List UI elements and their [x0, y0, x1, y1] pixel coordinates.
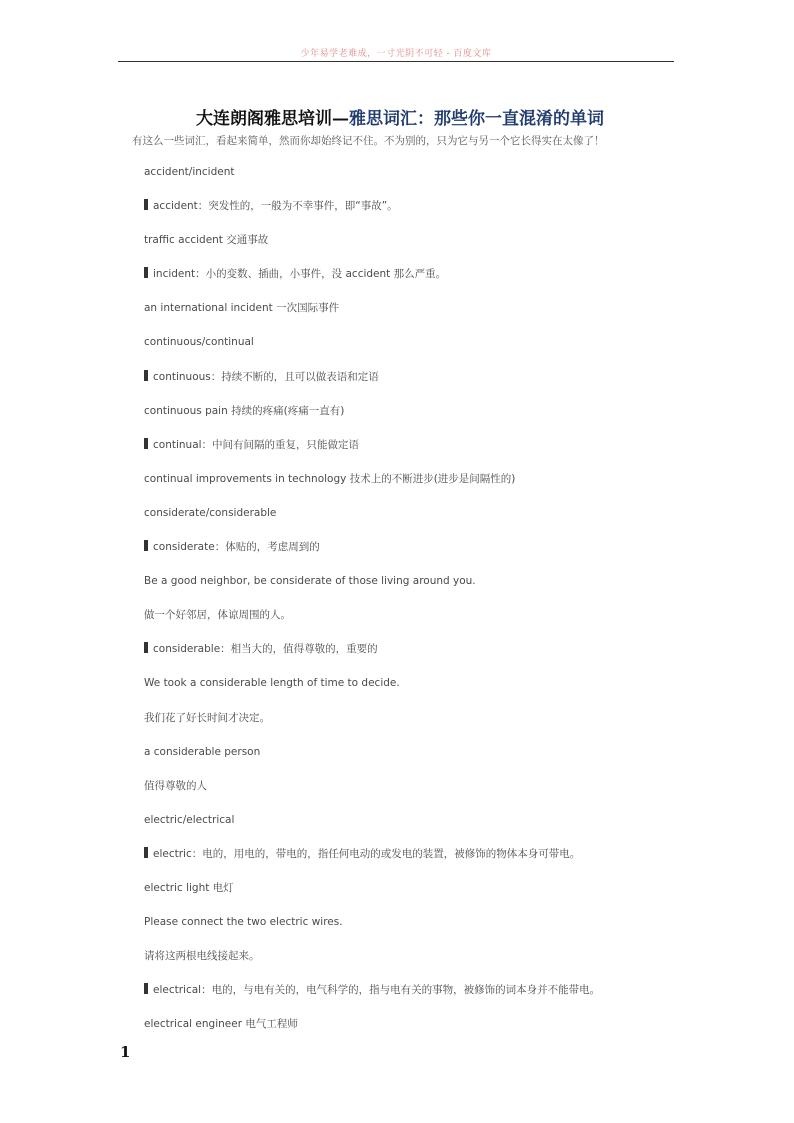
line-text: 请将这两根电线接起来。: [144, 950, 260, 963]
definition-line: [144, 368, 684, 402]
text-line: [144, 811, 684, 845]
definition-line: [144, 640, 684, 674]
definition-line: [144, 265, 684, 299]
title-part-1: 大连朗阁雅思培训—: [196, 109, 349, 129]
line-text: electrical：电的，与电有关的，电气科学的，指与电有关的事物，被修饰的词本身并不能带电。: [153, 984, 601, 997]
line-text: Be a good neighbor, be considerate of those living around you.: [144, 575, 476, 588]
line-text: considerate/considerable: [144, 506, 277, 519]
text-line: [144, 1015, 684, 1049]
text-line: [144, 879, 684, 913]
definition-line: [144, 981, 684, 1015]
intro-paragraph: 有这么一些词汇，看起来简单，然而你却始终记不住。不为别的，只为它与另一个它长得实在太像了！: [132, 135, 605, 147]
line-text: considerate：体贴的，考虑周到的: [153, 541, 320, 554]
text-line: [144, 402, 684, 436]
line-text: electric light 电灯: [144, 881, 234, 894]
line-text: 我们花了好长时间才决定。: [144, 711, 270, 724]
definition-line: [144, 538, 684, 572]
text-line: [144, 777, 684, 811]
text-line: [144, 913, 684, 947]
line-text: Please connect the two electric wires.: [144, 916, 343, 929]
bullet-marker-icon: [144, 267, 148, 278]
line-text: traffic accident 交通事故: [144, 234, 269, 247]
line-text: an international incident 一次国际事件: [144, 302, 340, 315]
bullet-marker-icon: [144, 370, 148, 381]
page-number: 1: [120, 1043, 131, 1061]
line-text: 做一个好邻居，体谅周围的人。: [144, 609, 291, 622]
text-line: [144, 606, 684, 640]
line-text: considerable：相当大的，值得尊敬的，重要的: [153, 643, 378, 656]
text-line: [144, 947, 684, 981]
text-line: [144, 333, 684, 367]
bullet-marker-icon: [144, 642, 148, 653]
text-line: [144, 299, 684, 333]
text-line: [144, 504, 684, 538]
definition-line: [144, 436, 684, 470]
bullet-marker-icon: [144, 438, 148, 449]
bullet-marker-icon: [144, 540, 148, 551]
title-part-2: 雅思词汇：那些你一直混淆的单词: [349, 109, 604, 129]
line-text: 值得尊敬的人: [144, 779, 207, 792]
page-header: 少年易学老难成，一寸光阴不可轻 - 百度文库: [300, 49, 492, 59]
bullet-marker-icon: [144, 847, 148, 858]
text-line: [144, 709, 684, 743]
text-line: [144, 572, 684, 606]
line-text: electrical engineer 电气工程师: [144, 1018, 298, 1031]
line-text: continuous：持续不断的，且可以做表语和定语: [153, 370, 379, 383]
bullet-marker-icon: [144, 983, 148, 994]
text-line: [144, 163, 684, 197]
definition-line: [144, 197, 684, 231]
text-line: [144, 743, 684, 777]
line-text: continual improvements in technology 技术上的不断进步(进步是间隔性的): [144, 472, 516, 485]
line-text: electric/electrical: [144, 813, 235, 826]
bullet-marker-icon: [144, 199, 148, 210]
document-title: [150, 104, 650, 129]
definition-line: [144, 845, 684, 879]
line-text: continual：中间有间隔的重复，只能做定语: [153, 438, 360, 451]
line-text: a considerable person: [144, 745, 261, 758]
line-text: continuous/continual: [144, 336, 254, 349]
line-text: electric：电的，用电的，带电的，指任何电动的或发电的装置，被修饰的物体本身可带电。: [153, 847, 581, 860]
line-text: We took a considerable length of time to decide.: [144, 677, 400, 690]
line-text: accident/incident: [144, 166, 235, 178]
text-line: [144, 674, 684, 708]
text-line: [144, 470, 684, 504]
line-text: accident：突发性的，一般为不幸事件，即“事故”。: [153, 200, 398, 213]
line-text: continuous pain 持续的疼痛(疼痛一直有): [144, 404, 345, 417]
text-line: [144, 231, 684, 265]
header-divider: [118, 61, 674, 62]
document-body: [144, 163, 684, 1049]
line-text: incident：小的变数、插曲，小事件，没 accident 那么严重。: [153, 268, 447, 281]
